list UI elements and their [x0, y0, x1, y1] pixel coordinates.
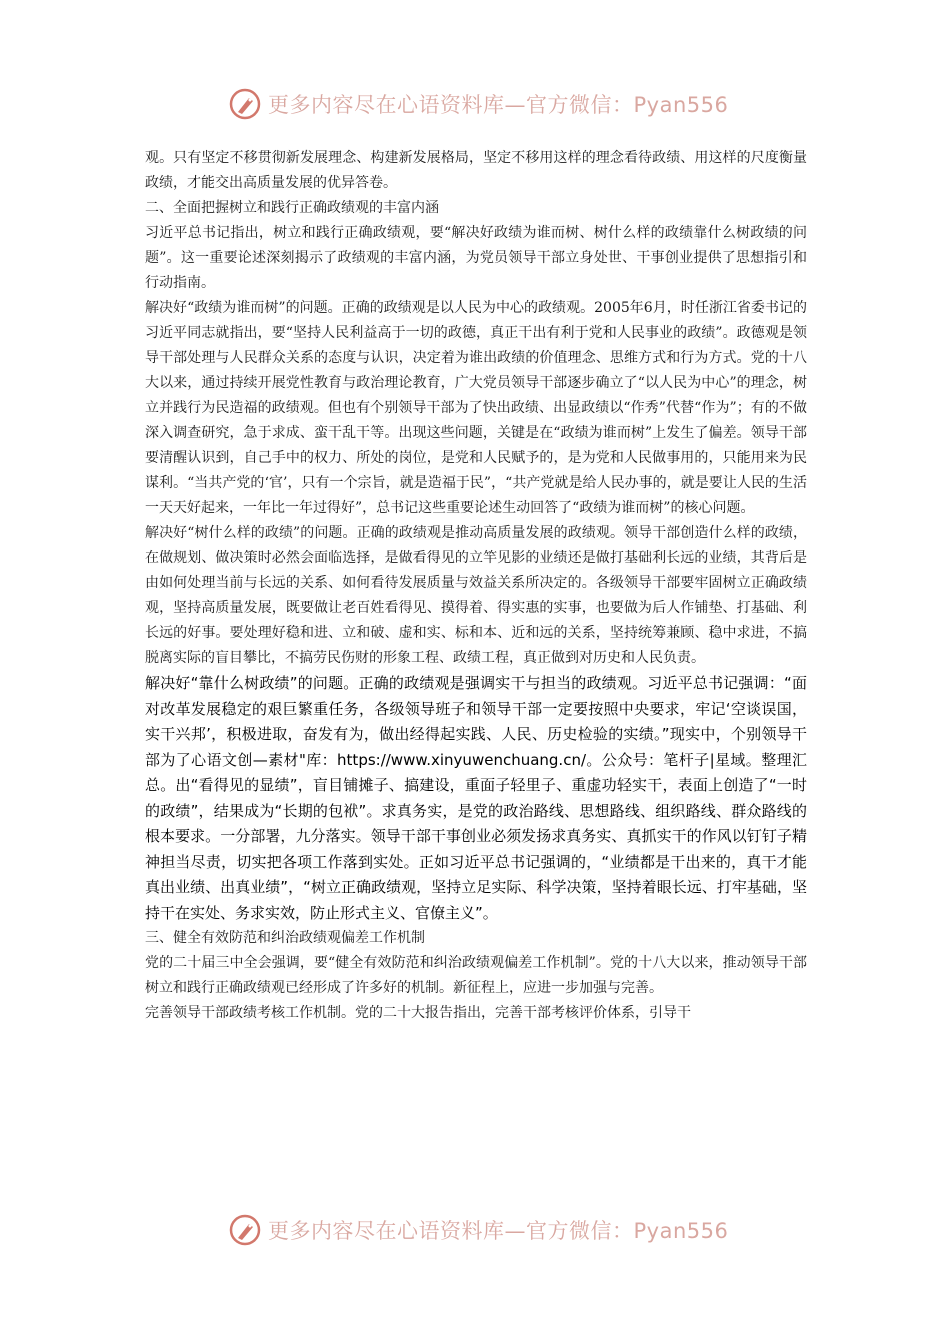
- paragraph: 习近平总书记指出，树立和践行正确政绩观，要“解决好政绩为谁而树、树什么样的政绩靠什么树政绩的问题”。这一重要论述深刻揭示了政绩观的丰富内涵，为党员领导干部立身处世、干事创业提供了思想指引和行动指南。: [145, 225, 807, 291]
- paragraph: 党的二十届三中全会强调，要“健全有效防范和纠治政绩观偏差工作机制”。党的十八大以来，推动领导干部树立和践行正确政绩观已经形成了许多好的机制。新征程上，应进一步加强与完善。: [145, 955, 807, 996]
- banner-text: 更多内容尽在心语资料库—官方微信：Pyan556: [268, 93, 729, 117]
- footer-banner: [228, 1212, 728, 1248]
- paragraph: 完善领导干部政绩考核工作机制。党的二十大报告指出，完善干部考核评价体系，引导干: [145, 1005, 691, 1021]
- banner-text: 更多内容尽在心语资料库—官方微信：Pyan556: [268, 1219, 729, 1243]
- paragraph: 解决好“靠什么树政绩”的问题。正确的政绩观是强调实干与担当的政绩观。习近平总书记强调：“面对改革发展稳定的艰巨繁重任务，各级领导班子和领导干部一定要按照中央要求，牢记‘空谈误国，实干兴邦’，积极进取，奋发有为，做出经得起实践、人民、历史检验的实绩。”现实中，个别领导干部为了心语文创—素材"库：https://www.xinyuwenchuang.cn/。公众号：笔杆子|星域。整理汇总。出“看得见的显绩”，盲目铺摊子、搞建设，重面子轻里子、重虚功轻实干，表面上创造了“一时的政绩”，结果成为“长期的包袱”。求真务实，是党的政治路线、思想路线、组织路线、群众路线的根本要求。一分部署，九分落实。领导干部干事创业必须发扬求真务实、真抓实干的作风以钉钉子精神担当尽责，切实把各项工作落到实处。正如习近平总书记强调的，“业绩都是干出来的，真干才能真出业绩、出真业绩”，“树立正确政绩观，坚持立足实际、科学决策，坚持着眼长远、打牢基础，坚持干在实处、务求实效，防止形式主义、官僚主义”。: [145, 674, 807, 922]
- pen-nib-logo-icon: [228, 87, 262, 121]
- header-banner: [228, 86, 728, 122]
- paragraph: 解决好“树什么样的政绩”的问题。正确的政绩观是推动高质量发展的政绩观。领导干部创造什么样的政绩，在做规划、做决策时必然会面临选择，是做看得见的立竿见影的业绩还是做打基础利长远的业绩，其背后是由如何处理当前与长远的关系、如何看待发展质量与效益关系所决定的。各级领导干部要牢固树立正确政绩观，坚持高质量发展，既要做让老百姓看得见、摸得着、得实惠的实事，也要做为后人作铺垫、打基础、利长远的好事。要处理好稳和进、立和破、虚和实、标和本、近和远的关系，坚持统筹兼顾、稳中求进，不搞脱离实际的盲目攀比，不搞劳民伤财的形象工程、政绩工程，真正做到对历史和人民负责。: [145, 525, 807, 666]
- paragraph: 解决好“政绩为谁而树”的问题。正确的政绩观是以人民为中心的政绩观。2005年6月，时任浙江省委书记的习近平同志就指出，要“坚持人民利益高于一切的政德，真正干出有利于党和人民事业的政绩”。政德观是领导干部处理与人民群众关系的态度与认识，决定着为谁出政绩的价值理念、思维方式和行为方式。党的十八大以来，通过持续开展党性教育与政治理论教育，广大党员领导干部逐步确立了“以人民为中心”的理念，树立并践行为民造福的政绩观。但也有个别领导干部为了快出政绩、出显政绩以“作秀”代替“作为”；有的不做深入调查研究，急于求成、蛮干乱干等。出现这些问题，关键是在“政绩为谁而树”上发生了偏差。领导干部要清醒认识到，自己手中的权力、所处的岗位，是党和人民赋予的，是为党和人民做事用的，只能用来为民谋利。“当共产党的‘官’，只有一个宗旨，就是造福于民”，“共产党就是给人民办事的，就是要让人民的生活一天天好起来，一年比一年过得好”，总书记这些重要论述生动回答了“政绩为谁而树”的核心问题。: [145, 300, 807, 516]
- section-heading: 三、健全有效防范和纠治政绩观偏差工作机制: [145, 930, 425, 946]
- paragraph: 观。只有坚定不移贯彻新发展理念、构建新发展格局，坚定不移用这样的理念看待政绩、用这样的尺度衡量政绩，才能交出高质量发展的优异答卷。: [145, 150, 807, 191]
- pen-nib-logo-icon: [228, 1213, 262, 1247]
- body-text: [145, 146, 807, 1026]
- section-heading: 二、全面把握树立和践行正确政绩观的丰富内涵: [145, 200, 439, 216]
